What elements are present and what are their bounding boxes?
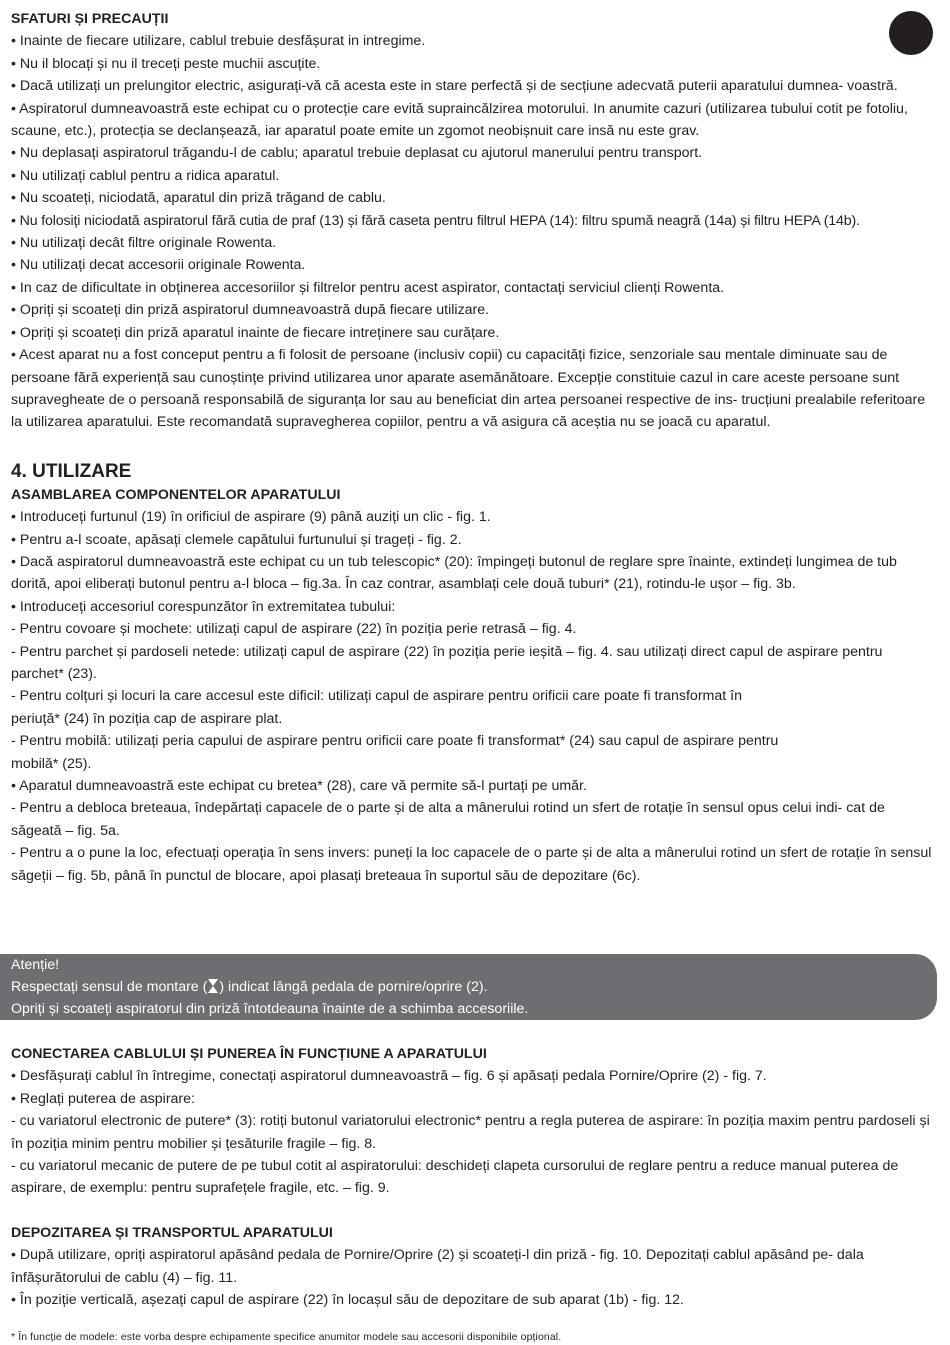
- assembly-item: • Pentru a-l scoate, apăsați clemele capătului furtunului și trageți - fig. 2.: [11, 531, 462, 548]
- attention-line-1: [11, 976, 488, 998]
- connecting-heading: CONECTAREA CABLULUI ȘI PUNEREA ÎN FUNCȚIUNE A APARATULUI: [11, 1046, 487, 1062]
- hourglass-icon: [208, 979, 218, 993]
- attention-box: [0, 954, 937, 1020]
- precaution-item: • Nu folosiți niciodată aspiratorul fără cutia de praf (13) și fără caseta pentru filtrul HEPA (14): filtru spumă neagră (14a) și filtru HEPA (14b).: [11, 212, 860, 229]
- assembly-item: periuță* (24) în poziția cap de aspirare plat.: [11, 710, 283, 727]
- connecting-item: • Reglați puterea de aspirare:: [11, 1090, 195, 1107]
- storage-heading: DEPOZITAREA ȘI TRANSPORTUL APARATULUI: [11, 1225, 333, 1241]
- document-page: [11, 8, 935, 887]
- storage-item: • După utilizare, opriți aspiratorul apăsând pedala de Pornire/Oprire (2) și scoateți-l din priză - fig. 10. Depozitați cablul apăsând pe- dala înfășurătorului de cablu (4) – fig. 11.: [11, 1247, 864, 1286]
- precaution-item: • Acest aparat nu a fost conceput pentru a fi folosit de persoane (inclusiv copii) cu capacități fizice, senzoriale sau mentale diminuate sau de persoane fără experiență sau cunoștințe privind utilizarea unor aparate asemănătoare. Excepție constituie cazul in care aceste persoane sunt supravegheate de o persoană responsabilă de siguranța lor sau au beneficiat din artea persoanei respective de ins- trucțiuni prealabile referitoare la utilizarea aparatului. Este recomandată supravegherea copiilor, pentru a vă asigura că aceștia nu se joacă cu aparatul.: [11, 347, 926, 431]
- attention-line-2: Opriți și scoateți aspiratorul din priză întotdeauna înainte de a schimba accesoriile.: [11, 1001, 529, 1017]
- precaution-item: • Inainte de fiecare utilizare, cablul trebuie desfășurat in intregime.: [11, 33, 426, 50]
- precaution-item: • Nu utilizați decat accesorii originale Rowenta.: [11, 257, 306, 274]
- storage-section: [11, 1222, 935, 1312]
- precautions-heading: SFATURI ȘI PRECAUȚII: [11, 11, 169, 27]
- precaution-item: • Nu utilizați decât filtre originale Rowenta.: [11, 235, 277, 252]
- precaution-item: • Opriți și scoateți din priză aparatul inainte de fiecare intreținere sau curățare.: [11, 324, 500, 341]
- assembly-item: • Introduceți furtunul (19) în orificiul de aspirare (9) până auziți un clic - fig. 1.: [11, 509, 491, 526]
- assembly-item: - Pentru covoare și mochete: utilizați capul de aspirare (22) în poziția perie retrasă – fig. 4.: [11, 621, 577, 638]
- assembly-item: mobilă* (25).: [11, 755, 92, 772]
- precaution-item: • Dacă utilizați un prelungitor electric, asigurați-vă că acesta este in stare perfectă și de secțiune adecvată puterii aparatului dumnea- voastră.: [11, 78, 898, 95]
- assembly-item: - Pentru a o pune la loc, efectuați operația în sens invers: puneți la loc capacele de o parte și de alta a mânerului rotind un sfert de rotație în sensul săgeții – fig. 5b, până în punctul de blocare, apoi plasați breteaua în suportul său de depozitare (6c).: [11, 845, 932, 884]
- connecting-item: • Desfășurați cablul în întregime, conectați aspiratorul dumneavoastră – fig. 6 și apăsați pedala Pornire/Oprire (2) - fig. 7.: [11, 1068, 767, 1085]
- connecting-item: - cu variatorul electronic de putere* (3): rotiți butonul variatorului electronic* pentru a regla puterea de aspirare: în poziția maxim pentru pardoseli și în poziția minim pentru mobilier și țesăturile fragile – fig. 8.: [11, 1113, 930, 1152]
- assembly-item: • Introduceți accesoriul corespunzător în extremitatea tubului:: [11, 598, 396, 615]
- assembly-item: - Pentru parchet și pardoseli netede: utilizați capul de aspirare (22) în poziția perie ieșită – fig. 4. sau utilizați direct capul de aspirare pentru parchet* (23).: [11, 643, 883, 682]
- attention-line-1-end: ) indicat lângă pedala de pornire/oprire (2).: [219, 979, 488, 995]
- assembly-item: - Pentru a debloca breteaua, îndepărtați capacele de o parte și de alta a mânerului rotind un sfert de rotație în sensul opus celui indi- cat de săgeată – fig. 5a.: [11, 800, 885, 839]
- storage-item: • În poziție verticală, așezați capul de aspirare (22) în locașul său de depozitare de sub aparat (1b) - fig. 12.: [11, 1292, 684, 1309]
- connecting-item: - cu variatorul mecanic de putere de pe tubul cotit al aspiratorului: deschideți clapeta cursorului de reglare pentru a reduce manual puterea de aspirare, de exemplu: pentru suprafețele fragile, etc. – fig. 9.: [11, 1158, 899, 1197]
- precaution-item: • Nu il blocați și nu il treceți peste muchii ascuțite.: [11, 55, 321, 72]
- precaution-item: • In caz de dificultate in obținerea accesoriilor și filtrelor pentru acest aspirator, contactați serviciul clienți Rowenta.: [11, 279, 725, 296]
- precaution-item: • Aspiratorul dumneavoastră este echipat cu o protecție care evită supraincălzirea motorului. In anumite cazuri (utilizarea tubului cotit pe fotoliu, scaune, etc.), protecția se declanșează, iar aparatul poate emite un zgomot neobișnuit care insă nu este grav.: [11, 100, 908, 140]
- assembly-heading: ASAMBLAREA COMPONENTELOR APARATULUI: [11, 486, 341, 503]
- assembly-item: - Pentru mobilă: utilizați peria capului de aspirare pentru orificii care poate fi transformat* (24) sau capul de aspirare pentru: [11, 733, 779, 750]
- attention-title: Atenție!: [11, 957, 60, 973]
- footnote: * În funcție de modele: este vorba despre echipamente specifice anumitor modele sau accesorii disponibile opțional.: [11, 1331, 562, 1343]
- assembly-item: - Pentru colțuri și locuri la care accesul este dificil: utilizați capul de aspirare pentru orificii care poate fi transformat în: [11, 688, 742, 705]
- assembly-item: • Dacă aspiratorul dumneavoastră este echipat cu un tub telescopic* (20): împingeți butonul de reglare spre înainte, extindeți lungimea de tub dorită, apoi eliberați butonul pentru a-l bloca – fig.3a. În caz contrar, asamblați cele două tuburi* (21), rotindu-le ușor – fig. 3b.: [11, 553, 897, 593]
- precaution-item: • Opriți și scoateți din priză aspiratorul dumneavoastră după fiecare utilizare.: [11, 302, 490, 319]
- attention-line-1-start: Respectați sensul de montare (: [11, 979, 208, 995]
- connecting-section: [11, 1043, 935, 1200]
- usage-section-title: 4. UTILIZARE: [11, 460, 132, 482]
- assembly-item: • Aparatul dumneavoastră este echipat cu bretea* (28), care vă permite să-l purtați pe umăr.: [11, 778, 587, 794]
- precaution-item: • Nu deplasați aspiratorul trăgandu-l de cablu; aparatul trebuie deplasat cu ajutorul manerului pentru transport.: [11, 145, 703, 162]
- precaution-item: • Nu scoateți, niciodată, aparatul din priză trăgand de cablu.: [11, 190, 386, 207]
- precaution-item: • Nu utilizați cablul pentru a ridica aparatul.: [11, 167, 280, 184]
